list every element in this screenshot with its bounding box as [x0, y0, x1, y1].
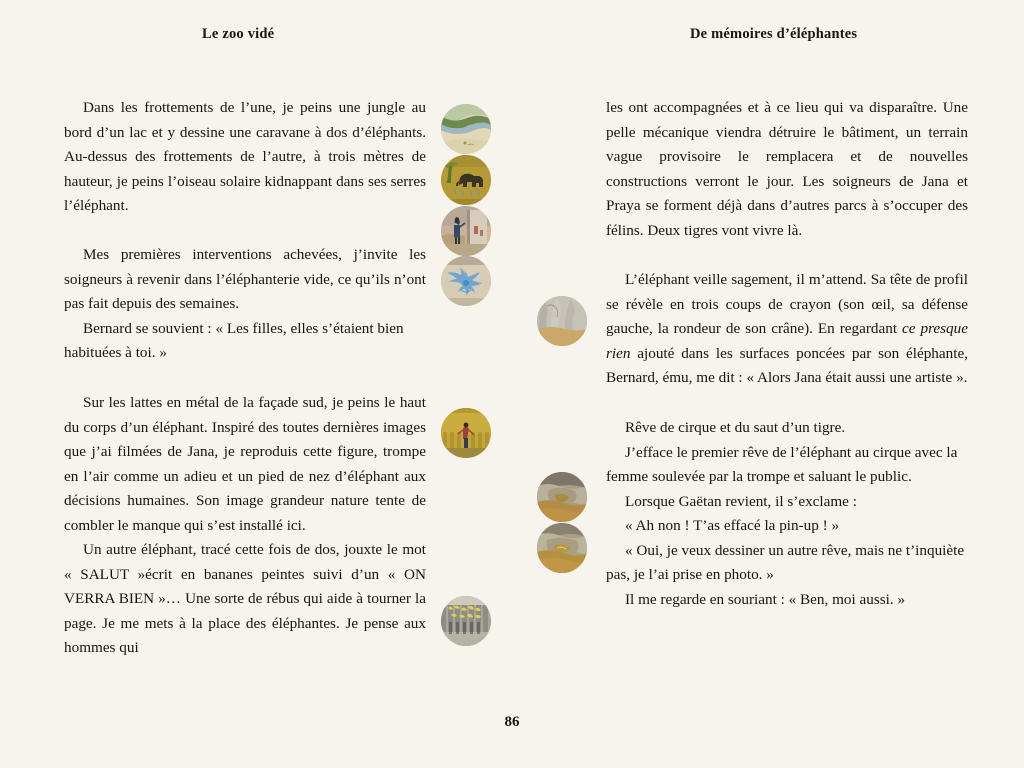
paragraph-text-part: ajouté dans les surfaces poncées par son éléphante, Bernard, ému, me dit : « Alors Jana était aussi une artiste ».: [606, 344, 968, 387]
paragraph: Bernard se souvient : « Les filles, elles s’étaient bien habituées à toi. »: [64, 319, 404, 362]
paragraph-text-part: L’éléphant veille sagement, il m’attend. Sa tête de profil se révèle en trois coups de crayon (son œil, sa défense gauche, la rondeur de son crâne). En regardant: [606, 271, 968, 338]
paragraph: Il me regarde en souriant : « Ben, moi aussi. »: [625, 590, 906, 608]
paragraph: Sur les lattes en métal de la façade sud, je peins le haut du corps d’un éléphant. Inspiré des toutes dernières images que j’ai filmées de Jana, je reproduis cette figure, trompe en l’air comme un adieu et un pied de nez d’éléphant aux décisions humaines. Son image grandeur nature tente de combler le manque qui s’est installé ici.: [64, 393, 426, 534]
circus-dream-erased-photo: [537, 472, 587, 522]
text-column-left: [64, 96, 426, 661]
running-head-verso: Le zoo vidé: [202, 26, 275, 42]
paragraph: Lorsque Gaëtan revient, il s’exclame :: [625, 492, 857, 510]
paragraph-gap: [64, 366, 426, 391]
paragraph-with-italics: [606, 268, 968, 391]
banana-salut-photo: [441, 596, 491, 646]
page-number: 86: [504, 714, 520, 730]
paragraph: Dans les frottements de l’une, je peins une jungle au bord d’un lac et y dessine une caravane à dos d’éléphants. Au-dessus des frottements de l’autre, à trois mètres de hauteur, je peins l’oiseau solaire kidnappant dans ses serres l’éléphant.: [64, 99, 426, 215]
text-column-right: [606, 96, 968, 612]
paragraph-gap: [606, 243, 968, 268]
paragraph: « Ah non ! T’as effacé la pin-up ! »: [625, 517, 840, 535]
paragraph: Rêve de cirque et du saut d’un tigre.: [625, 419, 846, 437]
circus-dream-tiger-photo: [537, 523, 587, 573]
paragraph: Mes premières interventions achevées, j’invite les soigneurs à revenir dans l’éléphanterie vide, ce qu’ils n’ont pas fait depuis des semaines.: [64, 246, 426, 313]
yellow-hall-figure-photo: [441, 408, 491, 458]
lake-jungle-caravan-photo: [441, 104, 491, 154]
paragraph-gap: [64, 219, 426, 244]
paragraph: les ont accompagnées et à ce lieu qui va disparaître. Une pelle mécanique viendra détruire le bâtiment, un terrain vague provisoire le remplacera et de nouvelles constructions verront le jour. Les soigneurs de Jana et Praya se forment déjà dans d’autres parcs à s’occuper des félins. Deux tigres vont vivre là.: [606, 99, 968, 239]
paragraph: J’efface le premier rêve de l’éléphant au cirque avec la femme soulevée par la trompe et saluant le public.: [606, 443, 958, 486]
solar-bird-blue-photo: [441, 256, 491, 306]
paragraph: « Oui, je veux dessiner un autre rêve, mais ne t’inquiète pas, je l’ai prise en photo. »: [606, 541, 965, 584]
sanded-wall-elephant-photo: [537, 296, 587, 346]
paragraph-gap: [606, 391, 968, 416]
running-heads: [0, 26, 1024, 50]
painter-on-ladder-photo: [441, 206, 491, 256]
paragraph: Un autre éléphant, tracé cette fois de dos, jouxte le mot « SALUT »écrit en bananes peintes suivi d’un « ON VERRA BIEN »… Une sorte de rébus qui aide à tourner la page. Je me mets à la place des éléphantes. Je pense aux hommes qui: [64, 541, 426, 657]
elephant-mural-ochre-photo: [441, 155, 491, 205]
running-head-recto: De mémoires d’éléphantes: [690, 26, 858, 42]
emphasis-text: ce presque rien: [606, 320, 968, 362]
